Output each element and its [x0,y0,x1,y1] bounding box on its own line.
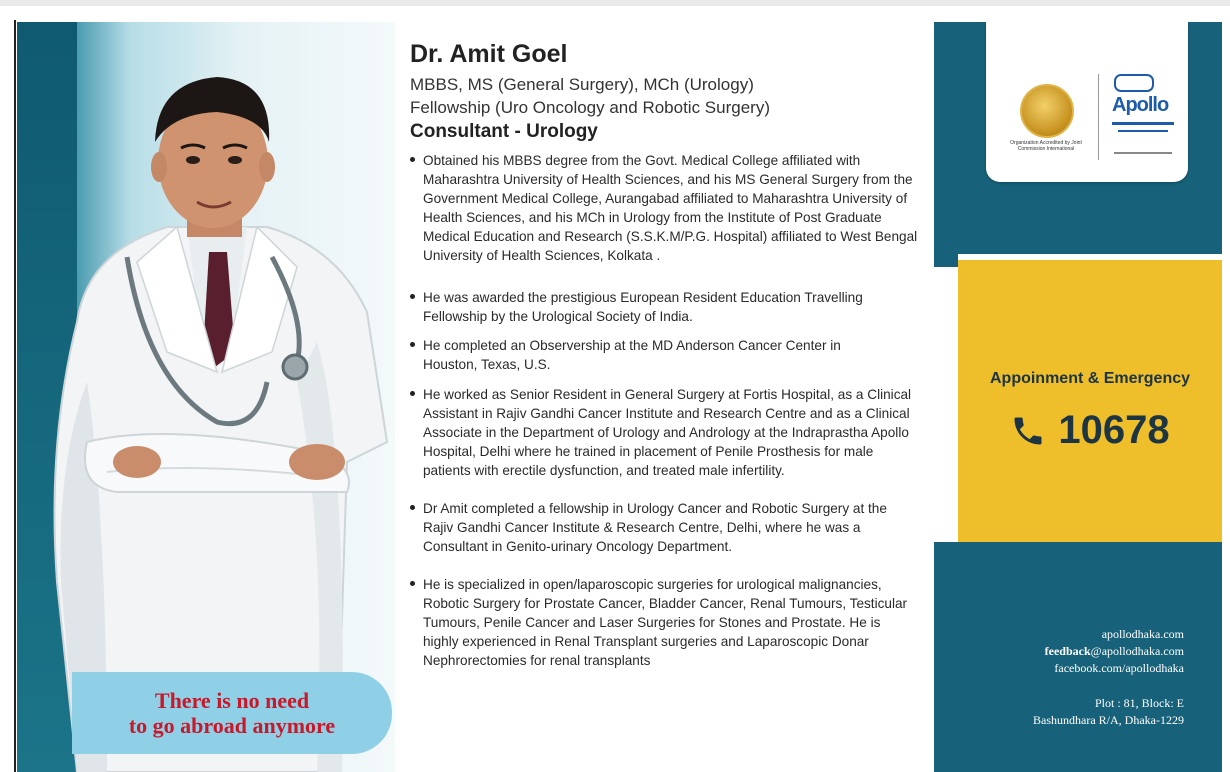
logo-card [986,22,1188,182]
apollo-motto-line [1114,152,1172,154]
bio-bullet-text: Obtained his MBBS degree from the Govt. Medical College affiliated with Maharashtra University of Health Sciences, and his MS General Surgery from the Government Medical College, Aurangabad affiliated to Maharashtra University of Health Sciences, and his MCh in Urology from the Institute of Post Graduate Medical Education and Research (S.S.K.M/P.G. Hospital) affiliated to West Bengal University of Health Sciences, Kolkata . [423,153,918,263]
bullet-dot-icon [410,342,415,347]
facebook-link[interactable]: facebook.com/apollodhaka [1054,661,1184,675]
doctor-photo-panel [17,22,395,772]
tagline-line-2: to go abroad anymore [128,713,336,738]
bio-bullet [410,499,893,556]
doctor-title: Consultant - Urology [410,121,598,142]
bullet-dot-icon [410,581,415,586]
contact-panel [934,22,1222,772]
bio-bullet [410,385,920,480]
tagline-line-1: There is no need [154,688,310,713]
bio-bullet [410,288,863,326]
bio-bullet [410,151,920,265]
apollo-logo-subline [1118,130,1168,132]
phone-row[interactable] [958,408,1222,453]
bio-bullet-text: He completed an Observership at the MD Anderson Cancer Center in Houston, Texas, U.S. [423,338,841,372]
apollo-logo: Apollo [1112,94,1169,116]
jci-seal-icon [1020,84,1074,138]
phone-icon [1010,413,1046,449]
apollo-logo-underline [1112,122,1174,125]
doctor-portrait-illustration [17,22,395,772]
bio-bullet-text: He was awarded the prestigious European Resident Education Travelling Fellowship by the Urological Society of India. [423,290,863,324]
left-border [14,20,16,772]
email-user: feedback [1044,644,1091,658]
email-link[interactable] [1033,643,1184,660]
doctor-name: Dr. Amit Goel [410,40,568,68]
appointment-block [958,254,1222,566]
sts-group-logo-icon [1114,74,1154,92]
bio-bullet-text: He is specialized in open/laparoscopic surgeries for urological malignancies, Robotic Surgery for Prostate Cancer, Bladder Cancer, Renal Tumours, Testicular Tumours, Penile Cancer and Laser Surgeries for Stones and Prostate. He is highly experienced in Renal Transplant surgeries and Laparoscopic Donar Nephrorectomies for renal transplants [423,577,908,668]
bio-bullet-text: He worked as Senior Resident in General Surgery at Fortis Hospital, as a Clinical Assistant in Rajiv Gandhi Cancer Institute and Research Centre and as a Clinical Associate in the Department of Urology and Andrology at the Indraprastha Apollo Hospital, Delhi where he trained in placement of Penile Prosthesis for male patients with erectile dysfunction, and treated male infertility. [423,387,912,478]
contact-details [1033,626,1184,729]
website-link[interactable]: apollodhaka.com [1101,627,1184,641]
bullet-dot-icon [410,294,415,299]
appointment-label: Appoinment & Emergency [989,370,1191,387]
email-domain: @apollodhaka.com [1090,644,1184,658]
bullet-dot-icon [410,391,415,396]
bullet-dot-icon [410,505,415,510]
credentials-line-1: MBBS, MS (General Surgery), MCh (Urology) [410,75,754,94]
bio-bullet [410,336,863,374]
emergency-phone-number[interactable]: 10678 [1058,408,1170,452]
address-line-2: Bashundhara R/A, Dhaka-1229 [1033,713,1184,727]
seal-caption: Organization Accredited by Joint Commission International [1010,140,1082,152]
bio-bullet [410,575,913,670]
doctor-profile [410,40,920,670]
credentials-line-2: Fellowship (Uro Oncology and Robotic Surgery) [410,98,770,117]
bio-bullet-text: Dr Amit completed a fellowship in Urology Cancer and Robotic Surgery at the Rajiv Gandhi Cancer Institute & Research Centre, Delhi, where he was a Consultant in Genito-urinary Oncology Department. [423,501,887,554]
logo-divider [1098,74,1099,160]
address-line-1: Plot : 81, Block: E [1094,696,1184,710]
top-border [0,0,1230,6]
tagline-banner [72,672,392,754]
bullet-dot-icon [410,157,415,162]
